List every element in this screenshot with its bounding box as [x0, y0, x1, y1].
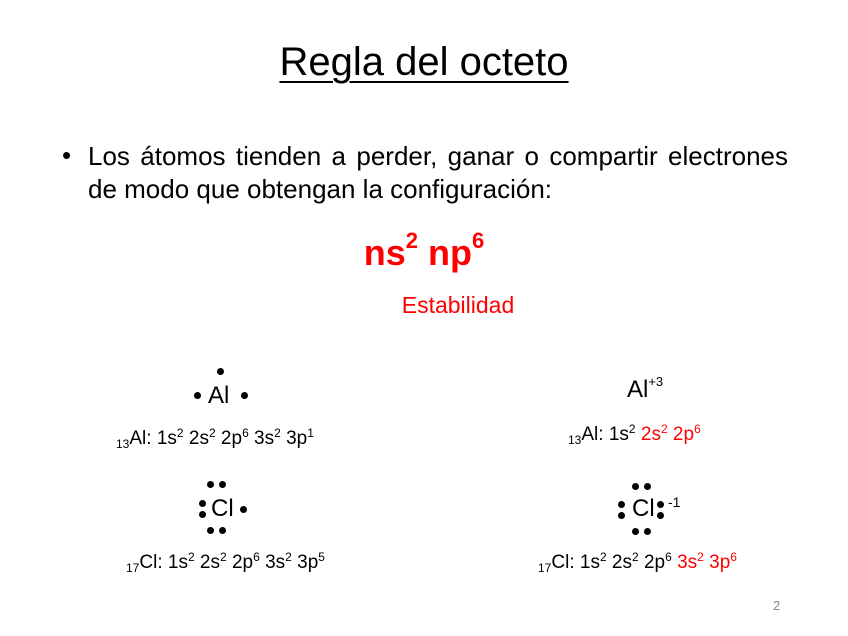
cl-ion-lewis-structure	[612, 480, 692, 540]
electron-dot	[632, 483, 639, 490]
electron-dot	[240, 506, 247, 513]
orbital-term: $3p^1$	[280, 426, 314, 449]
orbital-term: $2s^2$	[183, 426, 216, 449]
electron-dot	[632, 528, 639, 535]
electron-dot	[657, 501, 664, 508]
orbital-term: $2p^6$	[215, 426, 249, 449]
orbital-term: $1s^2$	[574, 550, 607, 573]
orbital-term: $3s^2$	[671, 550, 704, 573]
page-number: 2	[773, 598, 781, 613]
stability-label: Estabilidad	[401, 292, 515, 318]
electron-dot	[207, 527, 214, 534]
orbital-term: $3p^5$	[291, 550, 325, 573]
orbital-term: $1s^2$	[603, 422, 636, 445]
al-configuration: $_{13}$Al: $1s^2$ $2s^2$ $2p^6$ $3s^2$ $3p^1$	[116, 426, 314, 451]
orbital-term: $2p^6$	[226, 550, 260, 573]
al-ion-configuration: $_{13}$Al: $1s^2$ $2s^2$ $2p^6$	[568, 422, 701, 447]
al-symbol: Al	[208, 382, 230, 409]
cl-ion-charge: -1	[668, 494, 681, 510]
cl-symbol: Cl	[211, 495, 234, 522]
cl-ion-configuration: $_{17}$Cl: $1s^2$ $2s^2$ $2p^6$ $3s^2$ $3p^6$	[538, 550, 737, 575]
orbital-term: $1s^2$	[151, 426, 184, 449]
orbital-term: $3s^2$	[248, 426, 281, 449]
orbital-term: $2p^6$	[638, 550, 672, 573]
orbital-term: $1s^2$	[162, 550, 195, 573]
electron-dot	[644, 528, 651, 535]
electron-dot	[219, 527, 226, 534]
al-ion-symbol: $Al^{+3}$	[627, 374, 664, 403]
orbital-term: $2s^2$	[194, 550, 227, 573]
orbital-term: $2p^6$	[667, 422, 701, 445]
electron-dot	[199, 500, 206, 507]
bullet-text: Los átomos tienden a perder, ganar o compartir electrones de modo que obtengan la configuración:	[88, 141, 788, 204]
electron-dot	[217, 368, 224, 375]
al-lewis-structure	[188, 364, 258, 414]
electron-dot	[194, 392, 201, 399]
electron-dot	[657, 512, 664, 519]
electron-dot	[644, 483, 651, 490]
cl-lewis-structure	[196, 478, 256, 538]
orbital-term: $2s^2$	[635, 422, 668, 445]
cl-configuration: $_{17}$Cl: $1s^2$ $2s^2$ $2p^6$ $3s^2$ $3p^5$	[126, 550, 325, 575]
orbital-term: $3s^2$	[259, 550, 292, 573]
electron-dot	[199, 511, 206, 518]
bullet-marker: •	[62, 140, 72, 170]
electron-dot	[618, 512, 625, 519]
orbital-term: $2s^2$	[606, 550, 639, 573]
electron-dot	[241, 392, 248, 399]
electron-dot	[207, 481, 214, 488]
octet-formula: $ns^2$ $np^6$	[363, 228, 485, 273]
orbital-term: $3p^6$	[703, 550, 737, 573]
electron-dot	[219, 481, 226, 488]
slide-title: Regla del octeto	[279, 40, 569, 84]
electron-dot	[618, 501, 625, 508]
cl-ion-symbol: Cl	[632, 495, 655, 522]
